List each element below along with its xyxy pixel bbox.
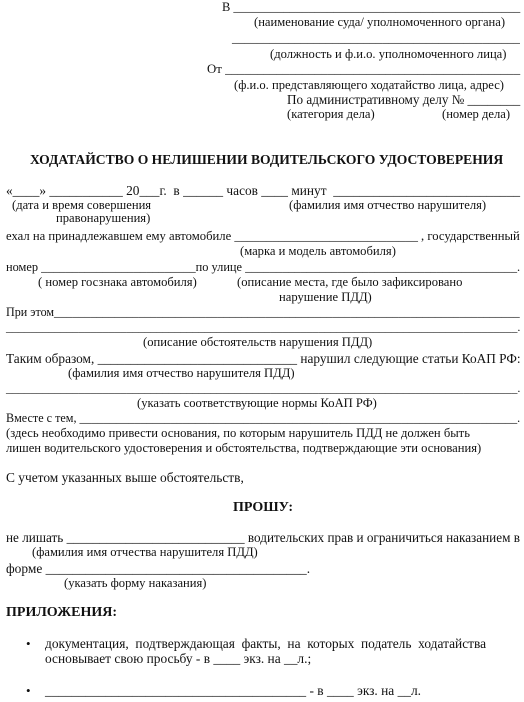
however-line[interactable]: Вместе с тем, ________________________________________________________________________. <box>6 411 521 425</box>
reasons-hint-2: лишен водительского удостоверения и обстоятельства, подтверждающие эти основания) <box>6 441 482 455</box>
case-number-line[interactable]: По административному делу № ________ <box>287 92 521 107</box>
conclusion-hint: (фамилия имя отчество нарушителя ПДД) <box>68 366 295 380</box>
request-line[interactable]: не лишать ___________________________ водительских прав и ограничиться наказанием в <box>6 530 520 545</box>
date-hint-2: правонарушения) <box>56 211 151 225</box>
date-time-line[interactable]: «____» ___________ 20___г. в ______ часов ____ минут ____________________________ <box>6 183 521 198</box>
bullet-icon: • <box>26 636 31 651</box>
place-hint-2: нарушение ПДД) <box>279 290 372 304</box>
attachment-item-1-line-2[interactable]: основывает свою просьбу - в ____ экз. на __л.; <box>45 651 312 666</box>
from-line[interactable]: От ______________________________________________ <box>207 62 521 76</box>
attachment-item-2[interactable]: _______________________________________ - в ____ экз. на __л. <box>45 683 422 698</box>
request-violator-hint: (фамилия имя отчества нарушителя ПДД) <box>32 545 258 559</box>
car-line[interactable]: ехал на принадлежавшем ему автомобиле _____________________________ , государственный <box>6 229 520 243</box>
bullet-icon: • <box>26 683 31 698</box>
plate-street-line[interactable]: номер _________________________по улице ____________________________________________. <box>6 260 521 274</box>
circumstances-line-2[interactable]: _____________________________________________________________________________________. <box>6 320 521 334</box>
violator-hint: (фамилия имя отчество нарушителя) <box>289 198 487 212</box>
document-title: ХОДАТАЙСТВО О НЕЛИШЕНИИ ВОДИТЕЛЬСКОГО УДОСТОВЕРЕНИЯ <box>30 152 504 167</box>
addressee-hint: (наименование суда/ уполномоченного органа) <box>254 15 506 29</box>
attachment-item-1-line-1: документация, подтверждающая факты, на которых податель ходатайства <box>45 636 487 651</box>
circumstances-line-1[interactable]: При этом_____________________________________________________________________________ <box>6 305 520 319</box>
from-hint: (ф.и.о. представляющего ходатайство лица, адрес) <box>234 78 504 92</box>
official-line[interactable]: ______________________________________________ <box>232 31 520 45</box>
plate-hint: ( номер госзнака автомобиля) <box>38 275 197 289</box>
considering-text: С учетом указанных выше обстоятельств, <box>6 470 244 485</box>
reasons-hint-1: (здесь необходимо привести основания, по которым нарушитель ПДД не должен быть <box>6 426 470 440</box>
car-hint: (марка и модель автомобиля) <box>240 244 396 258</box>
attachments-heading: ПРИЛОЖЕНИЯ: <box>6 605 118 620</box>
place-hint: (описание места, где было зафиксировано <box>237 275 463 289</box>
official-hint: (должность и ф.и.о. уполномоченного лица) <box>270 47 507 61</box>
request-heading: ПРОШУ: <box>233 500 294 515</box>
circumstances-hint: (описание обстоятельств нарушения ПДД) <box>143 335 373 349</box>
punishment-form-hint: (указать форму наказания) <box>64 576 207 590</box>
norms-line[interactable]: _____________________________________________________________________________________. <box>6 381 521 395</box>
addressee-line[interactable]: В ______________________________________________ <box>222 0 521 14</box>
punishment-form-line[interactable]: форме _______________________________________. <box>6 561 311 576</box>
norms-hint: (указать соответствующие нормы КоАП РФ) <box>137 396 377 410</box>
case-number-hint: (номер дела) <box>442 107 511 121</box>
conclusion-line[interactable]: Таким образом, ______________________________ нарушил следующие статьи КоАП РФ: <box>6 351 521 366</box>
case-category-hint: (категория дела) <box>287 107 375 121</box>
date-hint: (дата и время совершения <box>12 198 152 212</box>
